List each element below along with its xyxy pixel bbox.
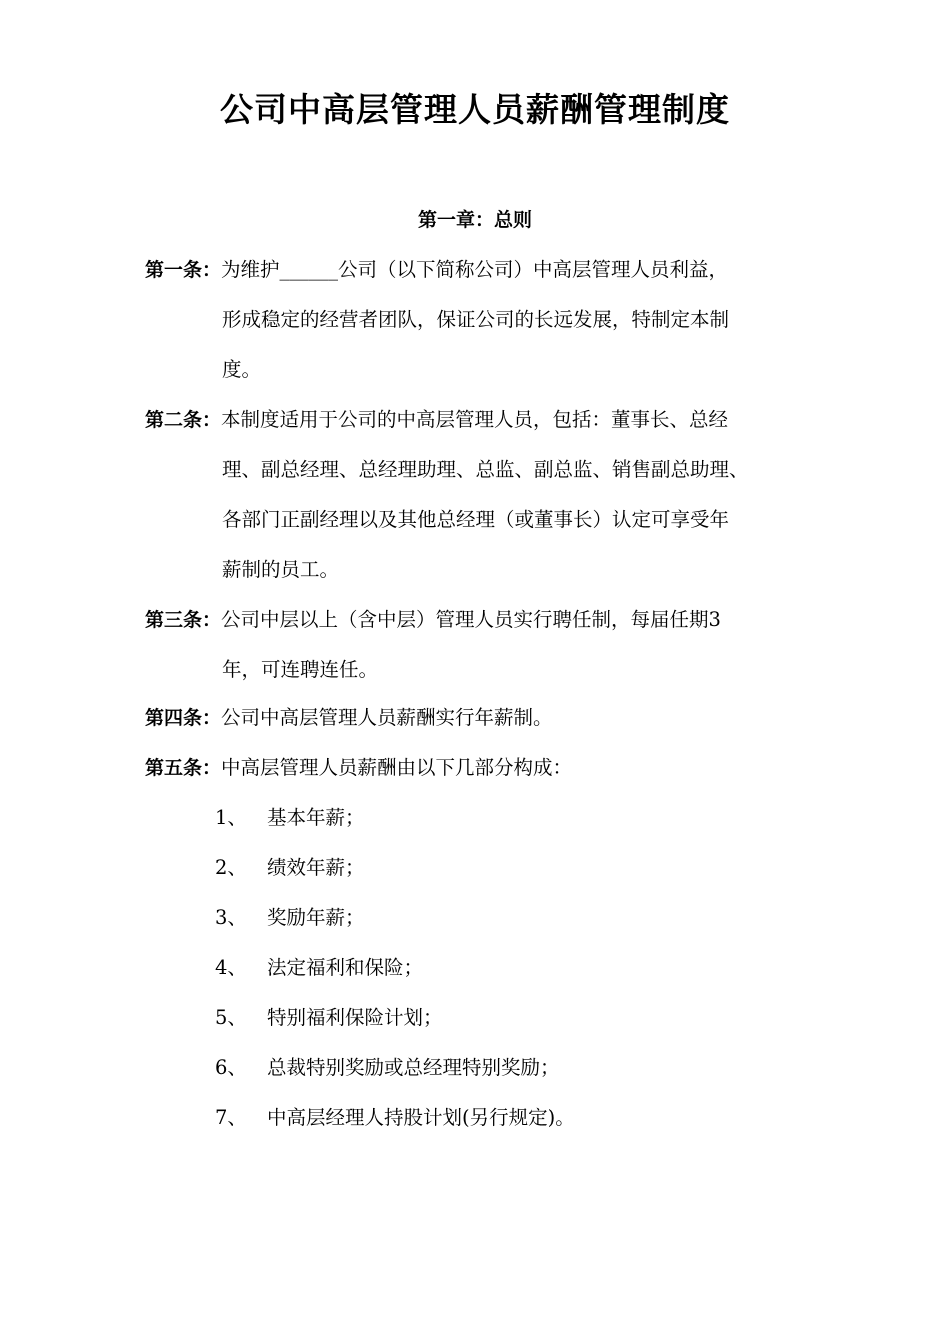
salary-components-list — [215, 793, 575, 1143]
list-item-text: 奖励年薪； — [267, 906, 365, 929]
list-item-number: 4、 — [215, 956, 247, 979]
article-text-line: 各部门正副经理以及其他总经理（或董事长）认定可享受年 — [222, 508, 730, 531]
list-item-text: 总裁特别奖励或总经理特别奖励； — [267, 1056, 560, 1079]
article-heading: 第四条： — [145, 707, 222, 729]
article-5 — [145, 743, 825, 793]
article-text-line: 理、副总经理、总经理助理、总监、副总监、销售副总助理、 — [222, 458, 749, 481]
article-text-line: 中高层管理人员薪酬由以下几部分构成： — [221, 756, 573, 779]
list-item-text: 基本年薪； — [267, 806, 365, 829]
list-item — [215, 1093, 575, 1143]
article-heading: 第三条： — [145, 609, 222, 631]
article-4 — [145, 693, 825, 743]
article-text-line: 公司中层以上（含中层）管理人员实行聘任制，每届任期3 — [221, 608, 721, 631]
article-text-line: 本制度适用于公司的中高层管理人员，包括：董事长、总经 — [221, 408, 729, 431]
article-text-line: 为维护______公司（以下简称公司）中高层管理人员利益， — [221, 258, 729, 281]
document-title: 公司中高层管理人员薪酬管理制度 — [220, 90, 730, 129]
article-text-line: 年，可连聘连任。 — [222, 658, 379, 681]
list-item-number: 6、 — [215, 1056, 247, 1079]
article-text-line: 度。 — [222, 358, 262, 381]
article-heading: 第五条： — [145, 757, 222, 779]
list-item — [215, 943, 575, 993]
list-item-number: 1、 — [215, 806, 247, 829]
list-item — [215, 1043, 575, 1093]
list-item — [215, 893, 575, 943]
article-1 — [145, 245, 825, 395]
list-item-text: 特别福利保险计划； — [267, 1006, 443, 1029]
list-item-number: 2、 — [215, 856, 247, 879]
list-item — [215, 993, 575, 1043]
article-text-line: 形成稳定的经营者团队，保证公司的长远发展，特制定本制 — [222, 308, 730, 331]
list-item-number: 3、 — [215, 906, 247, 929]
article-3 — [145, 595, 825, 695]
chapter-title: 第一章：总则 — [417, 209, 532, 231]
article-text-line: 薪制的员工。 — [222, 558, 340, 581]
article-heading: 第一条： — [145, 259, 222, 281]
article-heading: 第二条： — [145, 409, 222, 431]
list-item — [215, 843, 575, 893]
list-item-text: 绩效年薪； — [267, 856, 365, 879]
list-item — [215, 793, 575, 843]
article-2 — [145, 395, 825, 595]
list-item-number: 7、 — [215, 1106, 247, 1129]
list-item-text: 法定福利和保险； — [267, 956, 424, 979]
article-text-line: 公司中高层管理人员薪酬实行年薪制。 — [221, 706, 553, 729]
list-item-text: 中高层经理人持股计划(另行规定)。 — [267, 1106, 575, 1129]
list-item-number: 5、 — [215, 1006, 247, 1029]
